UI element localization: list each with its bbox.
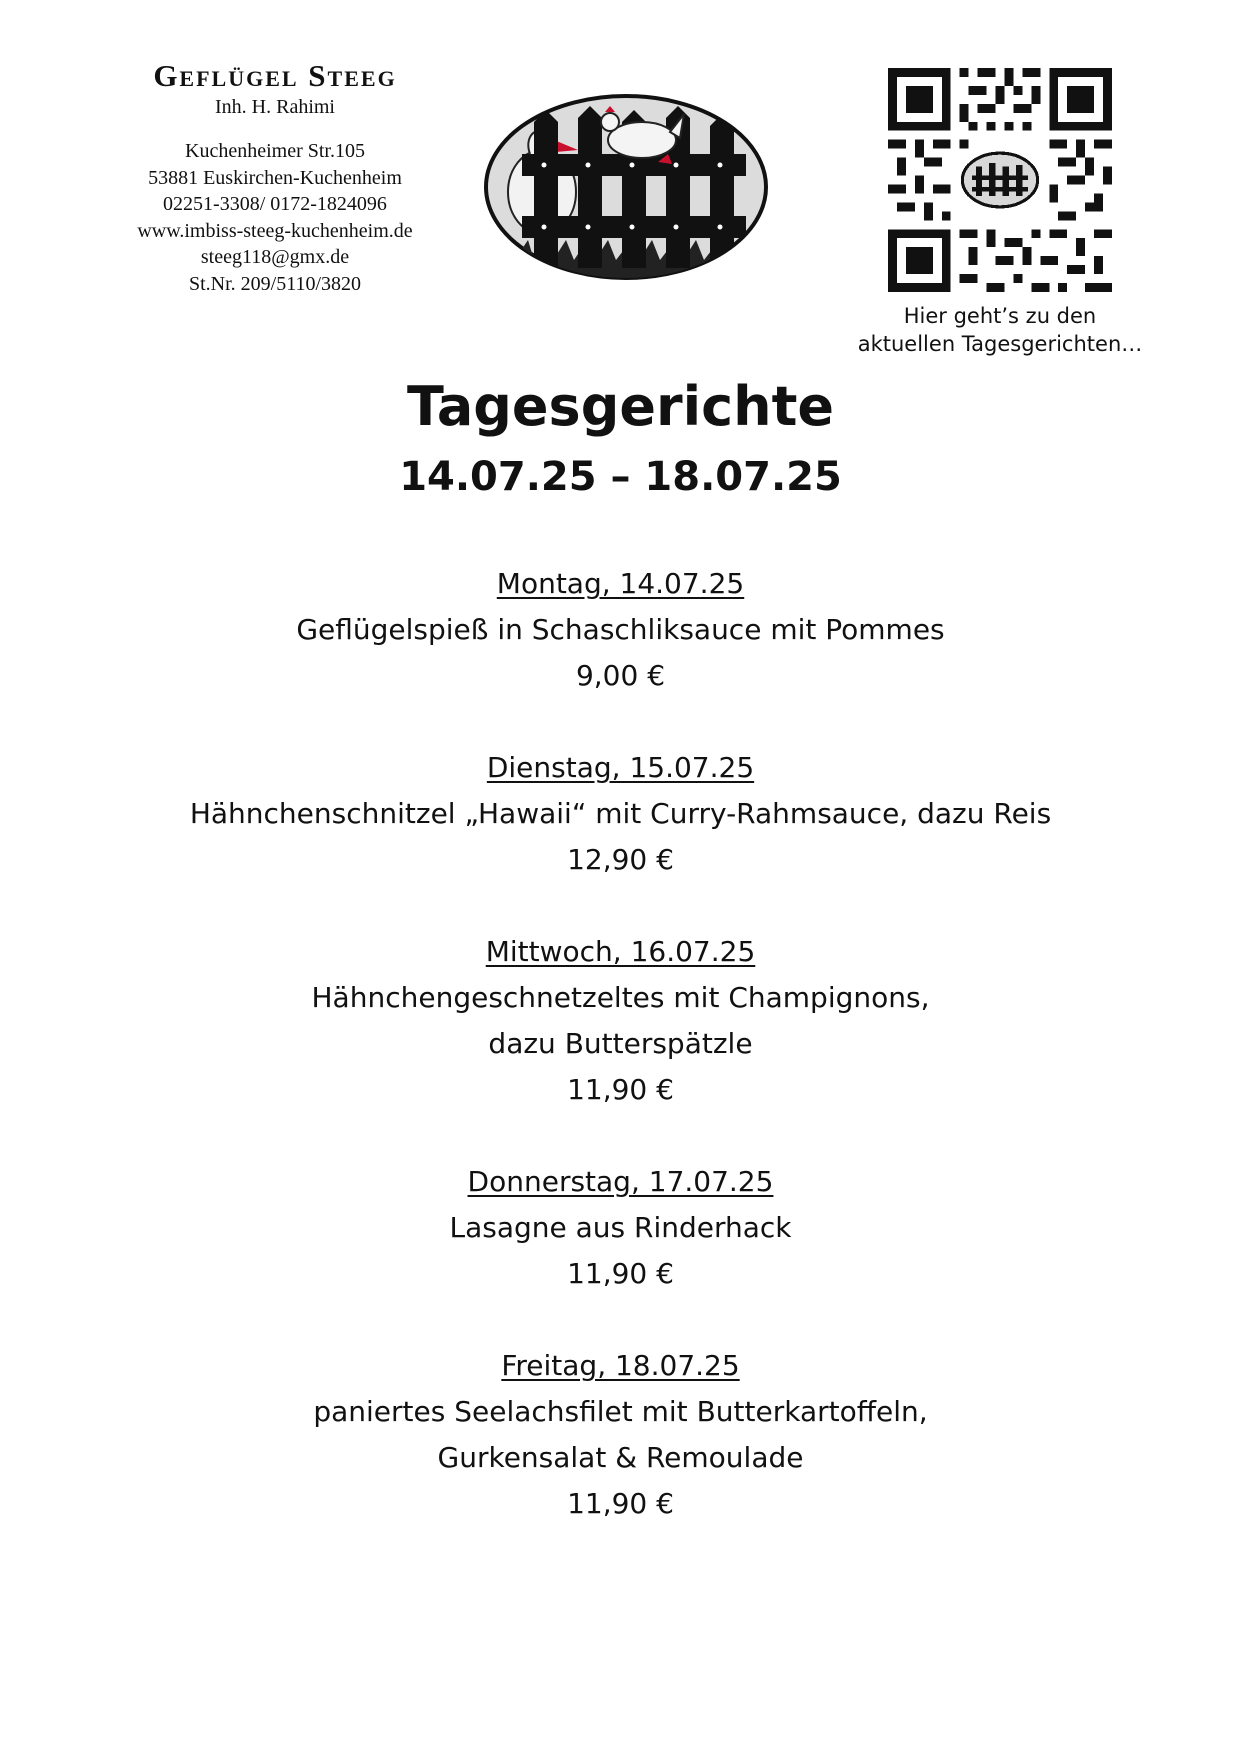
business-header [100,58,450,297]
day-heading: Montag, 14.07.25 [496,567,745,600]
dish-line: Hähnchengeschnetzeltes mit Champignons, [311,981,930,1014]
day-heading: Donnerstag, 17.07.25 [467,1165,774,1198]
qr-caption-line-1: Hier geht’s zu den [903,304,1097,328]
day-entry [0,745,1241,883]
business-street: Kuchenheimer Str.105 [185,140,365,162]
date-range: 14.07.25 – 18.07.25 [399,454,842,500]
dish-line: dazu Butterspätzle [488,1027,753,1060]
qr-caption-line-2: aktuellen Tagesgerichten… [857,332,1143,356]
dish-price: 11,90 € [567,1487,674,1520]
dish-line: Lasagne aus Rinderhack [449,1211,792,1244]
business-email: steeg118@gmx.de [200,246,350,268]
day-entry [0,1159,1241,1297]
business-name: Geflügel Steeg [153,58,397,93]
business-city: 53881 Euskirchen-Kuchenheim [148,166,402,189]
day-heading: Dienstag, 15.07.25 [486,751,755,784]
daily-dishes-list [0,561,1241,1573]
business-tax-number: St.Nr. 209/5110/3820 [188,272,362,295]
dish-line: paniertes Seelachsfilet mit Butterkartoffeln, [313,1395,928,1428]
dish-price: 9,00 € [575,659,666,692]
qr-caption [845,302,1155,358]
dish-price: 11,90 € [567,1073,674,1106]
day-heading: Freitag, 18.07.25 [501,1349,740,1382]
dish-price: 11,90 € [567,1257,674,1290]
business-owner: Inh. H. Rahimi [215,96,335,118]
qr-code-icon[interactable] [888,68,1112,292]
day-entry [0,1343,1241,1527]
business-website: www.imbiss-steeg-kuchenheim.de [137,219,413,242]
dish-line: Gurkensalat & Remoulade [437,1441,804,1474]
dish-line: Geflügelspieß in Schaschliksauce mit Pommes [296,613,945,646]
business-phone: 02251-3308/ 0172-1824096 [163,193,387,215]
day-entry [0,929,1241,1113]
dish-price: 12,90 € [567,843,674,876]
page-title: Tagesgerichte [406,375,835,438]
day-heading: Mittwoch, 16.07.25 [485,935,756,968]
day-entry [0,561,1241,699]
chicken-fence-logo [482,92,770,282]
dish-line: Hähnchenschnitzel „Hawaii“ mit Curry-Rahmsauce, dazu Reis [189,797,1052,830]
